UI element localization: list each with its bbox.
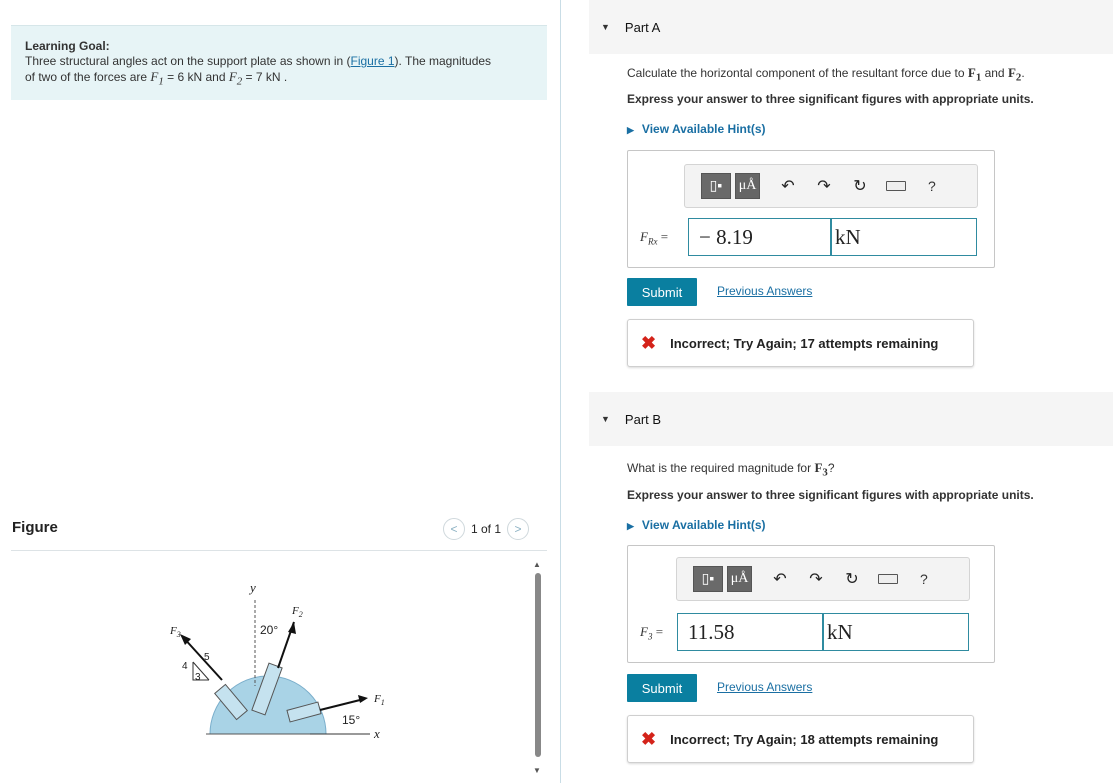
learning-goal-box [11,25,547,100]
pager-count: 1 of 1 [471,522,502,536]
part-a-math-toolbar [684,164,978,208]
f3-arrow [182,636,222,680]
part-a-variable-label: $F_{Rx}$ = [640,229,669,247]
part-a-answer-panel [627,150,995,268]
part-a-submit-button[interactable]: Submit [627,278,697,306]
label-y: y [250,580,256,595]
part-a-value-input[interactable]: − 8.19 [688,218,831,256]
part-b-question: What is the required magnitude for $F_3$? [627,460,835,479]
scroll-down-icon[interactable]: ▼ [533,766,541,775]
error-x-icon: ✖ [641,332,657,353]
f2-arrowhead [288,622,296,634]
scroll-up-icon[interactable]: ▲ [533,560,541,569]
part-a-feedback: ✖ Incorrect; Try Again; 17 attempts remaining [627,319,974,367]
f1-symbol: $F_1$ [150,69,164,88]
help-icon[interactable]: ? [920,571,928,587]
part-a-unit-input[interactable]: kN [831,218,977,256]
label-slope-4: 4 [182,661,188,672]
part-b-hint-link[interactable]: ▶ View Available Hint(s) [627,518,766,532]
part-b-submit-button[interactable]: Submit [627,674,697,702]
column-divider [560,0,561,783]
redo-icon[interactable]: ↷ [809,571,823,588]
caret-right-icon: ▶ [627,521,634,531]
f1-arrow [320,699,364,710]
units-button[interactable]: μÅ [735,173,760,199]
part-b-variable-label: $F_3$ = [640,624,664,642]
error-x-icon: ✖ [641,728,657,749]
figure-divider [11,550,547,551]
figure-heading: Figure [12,519,58,536]
part-b-feedback: ✖ Incorrect; Try Again; 18 attempts remaining [627,715,974,763]
part-b-unit-input[interactable]: kN [823,613,969,651]
reset-icon[interactable]: ↻ [853,178,867,195]
label-f1: $F_1$ [374,693,385,707]
learning-goal-text: Three structural angles act on the support plate as shown in (Figure 1). The magnitudes of two of the forces are $F_1 = 6$ kN and $F_2 = 7$ kN . [25,54,492,88]
part-a-header[interactable]: ▼ Part A [589,0,1113,54]
help-icon[interactable]: ? [928,178,936,194]
f2-symbol: $F_2$ [228,69,243,88]
caret-right-icon: ▶ [627,125,634,135]
undo-icon[interactable]: ↶ [781,178,795,195]
part-a-instruction: Express your answer to three significant figures with appropriate units. [627,92,1034,106]
force-diagram [160,576,400,746]
keyboard-icon[interactable] [886,181,906,191]
keyboard-icon[interactable] [878,574,898,584]
label-x: x [374,726,380,741]
label-slope-5: 5 [204,652,210,663]
part-b-previous-answers-link[interactable]: Previous Answers [717,680,813,694]
part-a-question: Calculate the horizontal component of the resultant force due to $F_1$ and $F_2$. [627,65,1025,84]
templates-icon[interactable]: ▯▪ [693,566,723,592]
part-b-value-input[interactable]: 11.58 [677,613,823,651]
label-f3: $F_3$ [170,625,181,639]
learning-goal-title: Learning Goal: [25,39,110,53]
label-angle-20: 20° [260,623,279,637]
part-b-instruction: Express your answer to three significant figures with appropriate units. [627,488,1034,502]
undo-icon[interactable]: ↶ [773,571,787,588]
label-angle-15: 15° [342,713,361,727]
reset-icon[interactable]: ↻ [845,571,859,588]
part-b-header[interactable]: ▼ Part B [589,392,1113,446]
collapse-caret-icon: ▼ [601,22,610,32]
part-b-answer-panel [627,545,995,663]
label-f2: $F_2$ [292,605,303,619]
units-button[interactable]: μÅ [727,566,752,592]
collapse-caret-icon: ▼ [601,414,610,424]
part-a-hint-link[interactable]: ▶ View Available Hint(s) [627,122,766,136]
figure-pager [443,518,529,540]
part-b-math-toolbar [676,557,970,601]
figure-scrollbar[interactable] [535,573,541,757]
figure-link[interactable]: Figure 1 [350,54,395,68]
part-a-previous-answers-link[interactable]: Previous Answers [717,284,813,298]
label-slope-3: 3 [195,672,201,683]
redo-icon[interactable]: ↷ [817,178,831,195]
chevron-left-icon[interactable]: < [443,518,465,540]
chevron-right-icon[interactable]: > [507,518,529,540]
f1-arrowhead [358,695,368,703]
templates-icon[interactable]: ▯▪ [701,173,731,199]
